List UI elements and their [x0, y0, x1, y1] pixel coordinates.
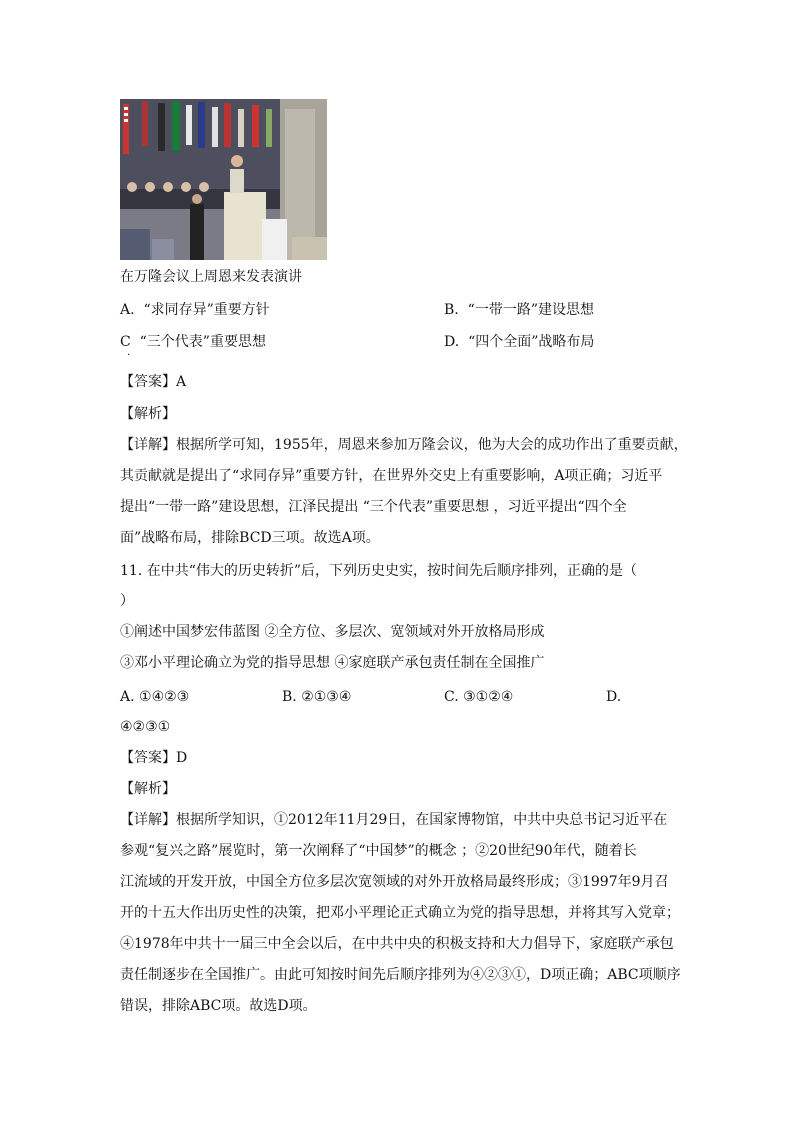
option-letter: A.	[120, 689, 135, 705]
q10-detail-line: 提出“一带一路”建设思想，江泽民提出 “三个代表”重要思想 ，习近平提出“四个全	[120, 499, 627, 515]
option-c-dot: ·	[127, 350, 131, 361]
q10-detail-line: 【详解】根据所学可知，1955年，周恩来参加万隆会议，他为大会的成功作出了重要贡献，	[120, 437, 688, 453]
option-d-text: ④②③①	[120, 719, 171, 735]
option-letter: D.	[606, 689, 622, 705]
option-text: “一带一路”建设思想	[467, 302, 594, 318]
option-text: ②①③④	[301, 689, 352, 705]
option-d	[444, 332, 594, 352]
option-letter: A.	[120, 302, 135, 318]
q11-stem-cont: ）	[120, 593, 134, 609]
option-text: “四个全面”战略布局	[468, 334, 595, 350]
conference-photo-illustration	[120, 99, 327, 260]
option-d	[606, 687, 621, 707]
option-text: ①④②③	[139, 689, 190, 705]
q11-detail-line: ④1978年中共十一届三中全会以后，在中共中央的积极支持和大力倡导下，家庭联产承包	[120, 936, 674, 952]
option-text: “求同存异”重要方针	[143, 302, 270, 318]
q11-detail-line: 【详解】根据所学知识，①2012年11月29日，在国家博物馆，中共中央总书记习近平在	[120, 812, 668, 828]
conference-photo	[120, 99, 327, 260]
q11-items: ③邓小平理论确立为党的指导思想 ④家庭联产承包责任制在全国推广	[120, 655, 545, 671]
q10-answer: 【答案】A	[120, 374, 187, 390]
option-letter: B.	[282, 689, 297, 705]
q11-detail-line: 开的十五大作出历史性的决策，把邓小平理论正式确立为党的指导思想，并将其写入党章；	[120, 905, 680, 921]
option-text: “三个代表”重要思想	[139, 334, 266, 350]
q11-answer: 【答案】D	[120, 750, 188, 766]
q11-detail-line: 江流域的开发开放，中国全方位多层次宽领域的对外开放格局最终形成；③1997年9月召	[120, 874, 669, 890]
option-a	[120, 300, 270, 320]
q10-analysis-label: 【解析】	[120, 406, 176, 422]
q11-analysis-label: 【解析】	[120, 781, 176, 797]
q10-detail-line: 面”战略布局，排除BCD三项。故选A项。	[120, 530, 380, 546]
option-a	[120, 687, 189, 707]
option-letter: B.	[444, 302, 459, 318]
option-letter: C	[120, 334, 131, 350]
q11-stem: 11. 在中共“伟大的历史转折”后，下列历史史实，按时间先后顺序排列，正确的是（	[120, 563, 638, 579]
option-c	[120, 332, 266, 352]
option-c	[444, 687, 513, 707]
option-letter: D.	[444, 334, 460, 350]
option-letter: C.	[444, 689, 459, 705]
q11-detail-line: 错误，排除ABC项。故选D项。	[120, 998, 317, 1014]
option-b	[444, 300, 594, 320]
photo-caption: 在万隆会议上周恩来发表演讲	[120, 269, 302, 285]
option-b	[282, 687, 351, 707]
option-text: ③①②④	[463, 689, 514, 705]
q11-detail-line: 责任制逐步在全国推广。由此可知按时间先后顺序排列为④②③①，D项正确；ABC项顺序	[120, 967, 681, 983]
q11-items: ①阐述中国梦宏伟蓝图 ②全方位、多层次、宽领域对外开放格局形成	[120, 624, 545, 640]
q10-detail-line: 其贡献就是提出了“求同存异”重要方针，在世界外交史上有重要影响，A项正确；习近平	[120, 468, 663, 484]
q11-detail-line: 参观“复兴之路”展览时，第一次阐释了“中国梦”的概念 ；②20世纪90年代，随着长	[120, 843, 637, 859]
